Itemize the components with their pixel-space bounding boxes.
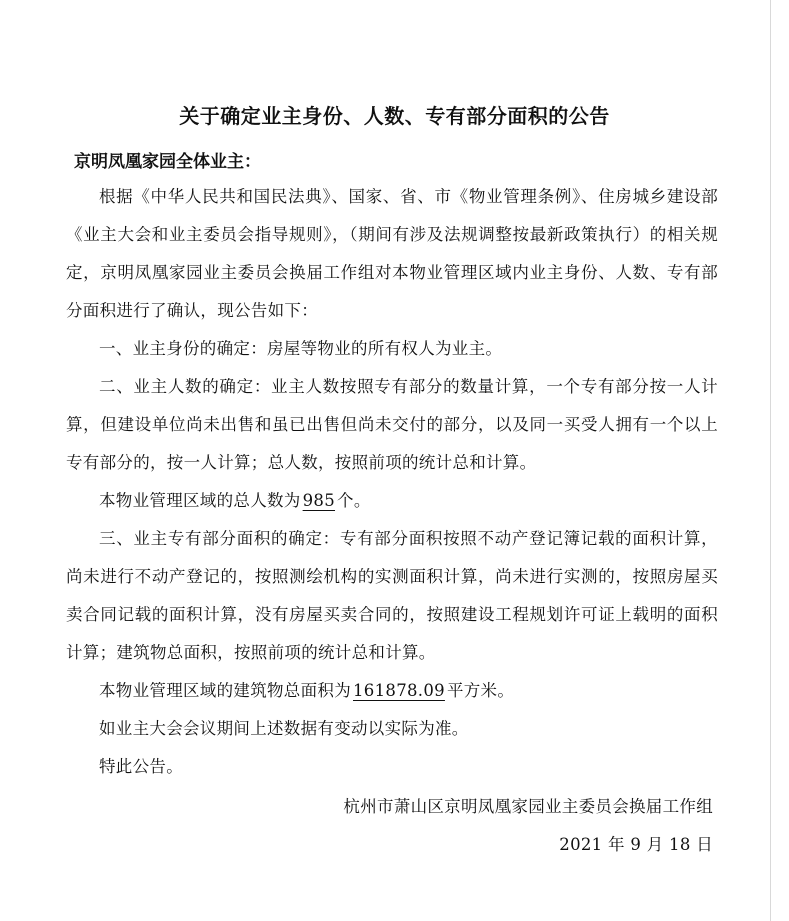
total-area-suffix: 平方米。 [446, 681, 515, 700]
notice-body [66, 178, 718, 786]
paragraph-count-rule: 二、业主人数的确定：业主人数按照专有部分的数量计算，一个专有部分按一人计算，但建设单位尚未出售和虽已出售但尚未交付的部分，以及同一买受人拥有一个以上专有部分的，按一人计算；总人数，按照前项的统计总和计算。 [66, 377, 718, 472]
total-count-prefix: 本物业管理区域的总人数为 [99, 491, 301, 510]
paragraph-intro: 根据《中华人民共和国民法典》、国家、省、市《物业管理条例》、住房城乡建设部《业主大会和业主委员会指导规则》，（期间有涉及法规调整按最新政策执行）的相关规定，京明凤凰家园业主委员会换届工作组对本物业管理区域内业主身份、人数、专有部分面积进行了确认，现公告如下： [66, 187, 718, 320]
paragraph-area-rule: 三、业主专有部分面积的确定：专有部分面积按照不动产登记簿记载的面积计算，尚未进行不动产登记的，按照测绘机构的实测面积计算，尚未进行实测的，按照房屋买卖合同记载的面积计算，没有房屋买卖合同的，按照建设工程规划许可证上载明的面积计算；建筑物总面积，按照前项的统计总和计算。 [66, 529, 718, 662]
signature-org: 杭州市萧山区京明凤凰家园业主委员会换届工作组 [343, 797, 713, 816]
signature-block [343, 788, 713, 864]
page-edge-divider [770, 0, 771, 921]
total-area-value: 161878.09 [353, 681, 445, 700]
notice-title: 关于确定业主身份、人数、专有部分面积的公告 [179, 104, 610, 128]
paragraph-identity: 一、业主身份的确定：房屋等物业的所有权人为业主。 [99, 339, 503, 358]
total-count-suffix: 个。 [337, 491, 371, 510]
signature-date: 2021 年 9 月 18 日 [559, 835, 713, 854]
total-count-value: 985 [302, 491, 336, 510]
paragraph-closing: 特此公告。 [99, 757, 183, 776]
salutation: 京明凤凰家园全体业主： [74, 152, 261, 172]
paragraph-total-count [66, 482, 718, 520]
paragraph-change-note: 如业主大会会议期间上述数据有变动以实际为准。 [99, 719, 469, 738]
total-area-prefix: 本物业管理区域的建筑物总面积为 [99, 681, 351, 700]
paragraph-total-area [66, 672, 718, 710]
